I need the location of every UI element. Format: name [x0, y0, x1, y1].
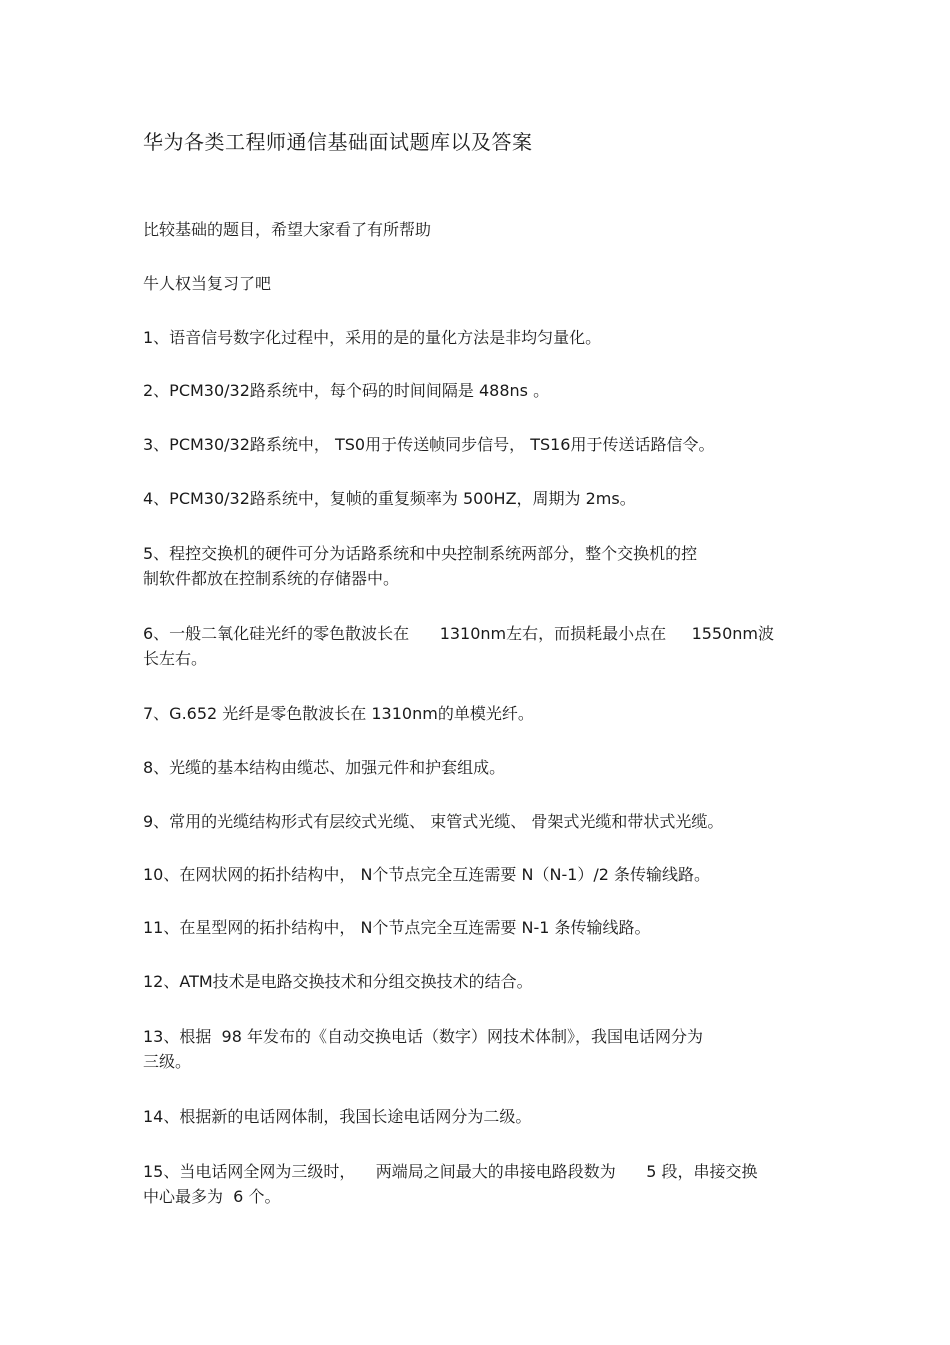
- intro-text: 比较基础的题目，希望大家看了有所帮助: [143, 220, 432, 239]
- question-item-6: 6、一般二氧化硅光纤的零色散波长在 1310nm左右，而损耗最小点在 1550nm波 长左右。: [143, 624, 775, 668]
- question-item-10: 10、在网状网的拓扑结构中， N个节点完全互连需要 N（N-1）/2 条传输线路。: [143, 865, 711, 884]
- question-item-5: 5、程控交换机的硬件可分为话路系统和中央控制系统两部分，整个交换机的控 制软件都放在控制系统的存储器中。: [143, 544, 698, 588]
- question-item-3: 3、PCM30/32路系统中， TS0用于传送帧同步信号， TS16用于传送话路信令。: [143, 435, 715, 454]
- question-item-9: 9、常用的光缆结构形式有层绞式光缆、 束管式光缆、 骨架式光缆和带状式光缆。: [143, 812, 724, 831]
- question-item-13: 13、根据 98 年发布的《自动交换电话（数字）网技术体制》，我国电话网分为 三级。: [143, 1027, 703, 1071]
- question-item-7: 7、G.652 光纤是零色散波长在 1310nm的单模光纤。: [143, 704, 534, 723]
- note-text: 牛人权当复习了吧: [143, 274, 272, 293]
- document-title: 华为各类工程师通信基础面试题库以及答案: [143, 130, 533, 154]
- question-item-1: 1、语音信号数字化过程中，采用的是的量化方法是非均匀量化。: [143, 328, 602, 347]
- question-item-8: 8、光缆的基本结构由缆芯、加强元件和护套组成。: [143, 758, 506, 777]
- question-item-4: 4、PCM30/32路系统中，复帧的重复频率为 500HZ，周期为 2ms。: [143, 489, 636, 508]
- question-item-14: 14、根据新的电话网体制，我国长途电话网分为二级。: [143, 1107, 532, 1126]
- question-item-11: 11、在星型网的拓扑结构中， N个节点完全互连需要 N-1 条传输线路。: [143, 918, 651, 937]
- question-item-12: 12、ATM技术是电路交换技术和分组交换技术的结合。: [143, 972, 533, 991]
- question-item-15: 15、当电话网全网为三级时， 两端局之间最大的串接电路段数为 5 段，串接交换 中心最多为 6 个。: [143, 1162, 758, 1206]
- question-item-2: 2、PCM30/32路系统中，每个码的时间间隔是 488ns 。: [143, 381, 550, 400]
